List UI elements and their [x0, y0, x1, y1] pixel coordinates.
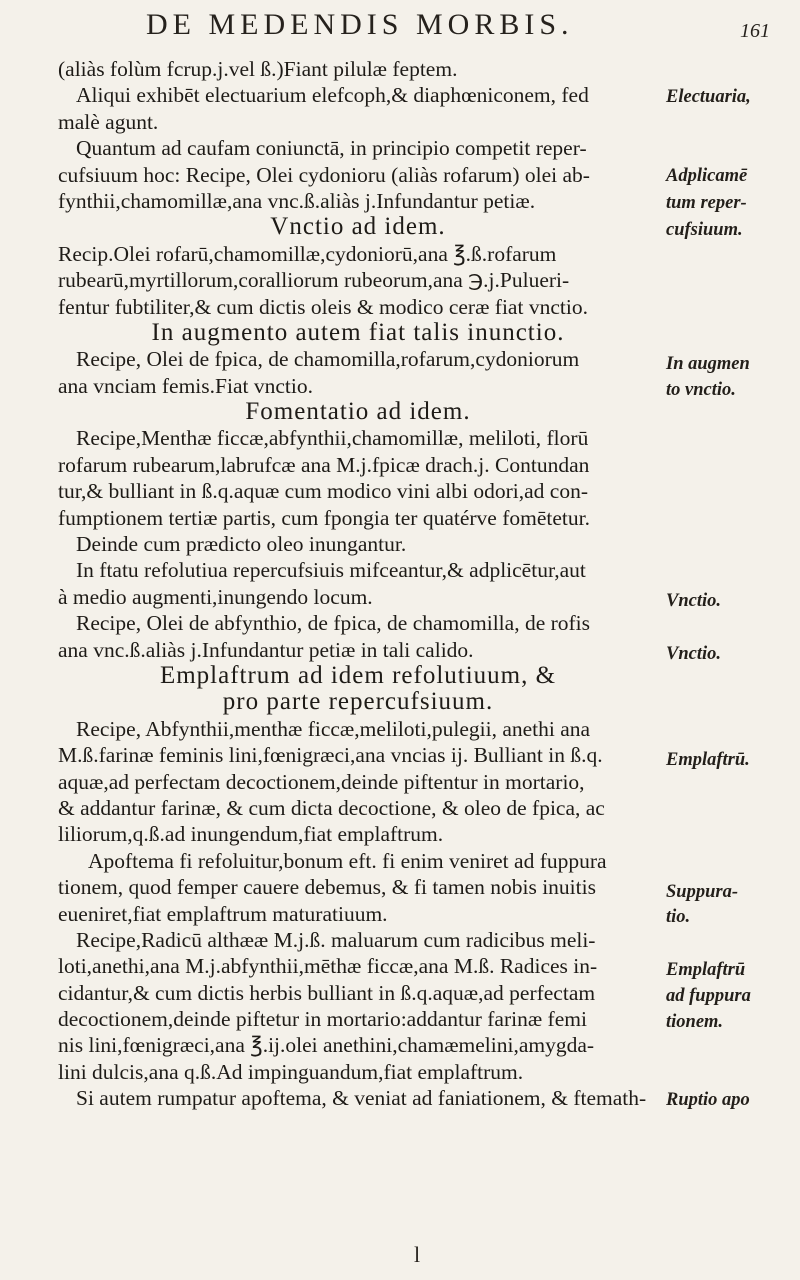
- text-line: ana vnciam femis.Fiat vnctio.: [58, 373, 313, 398]
- text-line: malè agunt.: [58, 109, 159, 134]
- catchword: l: [414, 1242, 421, 1267]
- margin-note: Vnctio.: [666, 644, 721, 664]
- margin-note: tionem.: [666, 1012, 724, 1032]
- margin-note: Adplicamē: [666, 166, 748, 186]
- margin-note: ad fuppura: [666, 986, 751, 1006]
- text-line: Recipe,Menthæ ficcæ,abfynthii,chamomillæ, meliloti, florū: [76, 426, 589, 451]
- text-line: tionem, quod femper cauere debemus, & fi tamen nobis inuitis: [58, 875, 596, 900]
- section-heading: Emplaftrum ad idem refolutiuum, &: [159, 661, 557, 689]
- margin-note: Emplaftrū.: [666, 750, 750, 770]
- text-line: cidantur,& cum dictis herbis bulliant in ß.q.aquæ,ad perfectam: [58, 980, 596, 1005]
- text-line: & addantur farinæ, & cum dicta decoctione, & oleo de fpica, ac: [58, 795, 605, 820]
- main-text: [58, 56, 658, 1112]
- text-line: Recipe, Olei de abfynthio, de fpica, de chamomilla, de rofis: [76, 611, 591, 636]
- margin-note: Electuaria,: [666, 87, 751, 107]
- text-line: à medio augmenti,inungendo locum.: [58, 584, 373, 609]
- text-line: loti,anethi,ana M.j.abfynthii,mēthæ ficcæ,ana M.ß. Radices in-: [58, 954, 598, 979]
- page-header: [0, 6, 800, 46]
- text-line: fynthii,chamomillæ,ana vnc.ß.aliàs j.Infundantur petiæ.: [58, 188, 536, 213]
- text-line: aquæ,ad perfectam decoctionem,deinde piftentur in mortario,: [58, 769, 585, 794]
- margin-note: tum reper-: [666, 193, 747, 213]
- margin-note: In augmen: [666, 354, 750, 374]
- margin-note: Ruptio apo: [666, 1090, 750, 1110]
- margin-note: cufsiuum.: [666, 220, 743, 240]
- text-line: Aliqui exhibēt electuarium elefcoph,& diaphœniconem, fed: [76, 83, 589, 108]
- text-line: Si autem rumpatur apoftema, & veniat ad faniationem, & ftemath-: [76, 1086, 647, 1111]
- text-line: eueniret,fiat emplaftrum maturatiuum.: [58, 901, 388, 926]
- text-line: Apoftema fi refoluitur,bonum eft. fi enim veniret ad fuppura: [88, 848, 607, 873]
- text-line: Deinde cum prædicto oleo inungantur.: [76, 532, 407, 557]
- text-line: M.ß.farinæ feminis lini,fœnigræci,ana vncias ij. Bulliant in ß.q.: [58, 743, 603, 768]
- text-line: Recipe, Abfynthii,menthæ ficcæ,meliloti,pulegii, anethi ana: [76, 716, 591, 741]
- margin-note: Suppura-: [666, 882, 738, 902]
- text-line: nis lini,fœnigræci,ana ℥.ij.olei anethini,chamæmelini,amygda-: [58, 1033, 595, 1058]
- text-line: In ftatu refolutiua repercufsiuis mifceantur,& adplicētur,aut: [76, 558, 586, 583]
- text-line: Quantum ad caufam coniunctā, in principio competit reper-: [76, 136, 587, 161]
- margin-note: Vnctio.: [666, 591, 721, 611]
- text-line: Recip.Olei rofarū,chamomillæ,cydoniorū,ana ℥.ß.rofarum: [58, 241, 557, 266]
- text-line: liliorum,q.ß.ad inungendum,fiat emplaftrum.: [58, 822, 444, 847]
- page-number: 161: [740, 20, 770, 42]
- margin-note: tio.: [666, 907, 691, 927]
- text-line: (aliàs folùm fcrup.j.vel ß.)Fiant pilulæ feptem.: [58, 57, 458, 81]
- margin-note: to vnctio.: [666, 380, 736, 400]
- text-line: tur,& bulliant in ß.q.aquæ cum modico vini albi odori,ad con-: [58, 479, 588, 504]
- text-line: rubearū,myrtillorum,coralliorum rubeorum,ana ℈.j.Pulueri-: [58, 268, 570, 293]
- text-line: rofarum rubearum,labrufcæ ana M.j.fpicæ drach.j. Contundan: [58, 452, 590, 477]
- section-heading: Fomentatio ad idem.: [245, 398, 471, 426]
- section-heading: In augmento autem fiat talis inunctio.: [151, 318, 565, 346]
- text-line: Recipe,Radicū althææ M.j.ß. maluarum cum radicibus meli-: [76, 927, 596, 952]
- text-line: ana vnc.ß.aliàs j.Infundantur petiæ in tali calido.: [58, 637, 474, 662]
- text-line: decoctionem,deinde piftetur in mortario:addantur farinæ femi: [58, 1007, 587, 1032]
- text-line: fumptionem tertiæ partis, cum fpongia ter quatérve fomētetur.: [58, 505, 590, 530]
- text-line: fentur fubtiliter,& cum dictis oleis & modico ceræ fiat vnctio.: [58, 294, 588, 319]
- text-line: lini dulcis,ana q.ß.Ad impinguandum,fiat emplaftrum.: [58, 1059, 524, 1084]
- section-heading: Vnctio ad idem.: [270, 213, 446, 241]
- margin-note: Emplaftrū: [666, 960, 746, 980]
- text-line: Recipe, Olei de fpica, de chamomilla,rofarum,cydoniorum: [76, 347, 580, 372]
- text-line: cufsiuum hoc: Recipe, Olei cydonioru (aliàs rofarum) olei ab-: [58, 162, 590, 187]
- running-title: DE MEDENDIS MORBIS.: [146, 8, 574, 41]
- section-heading: pro parte repercufsiuum.: [222, 688, 494, 716]
